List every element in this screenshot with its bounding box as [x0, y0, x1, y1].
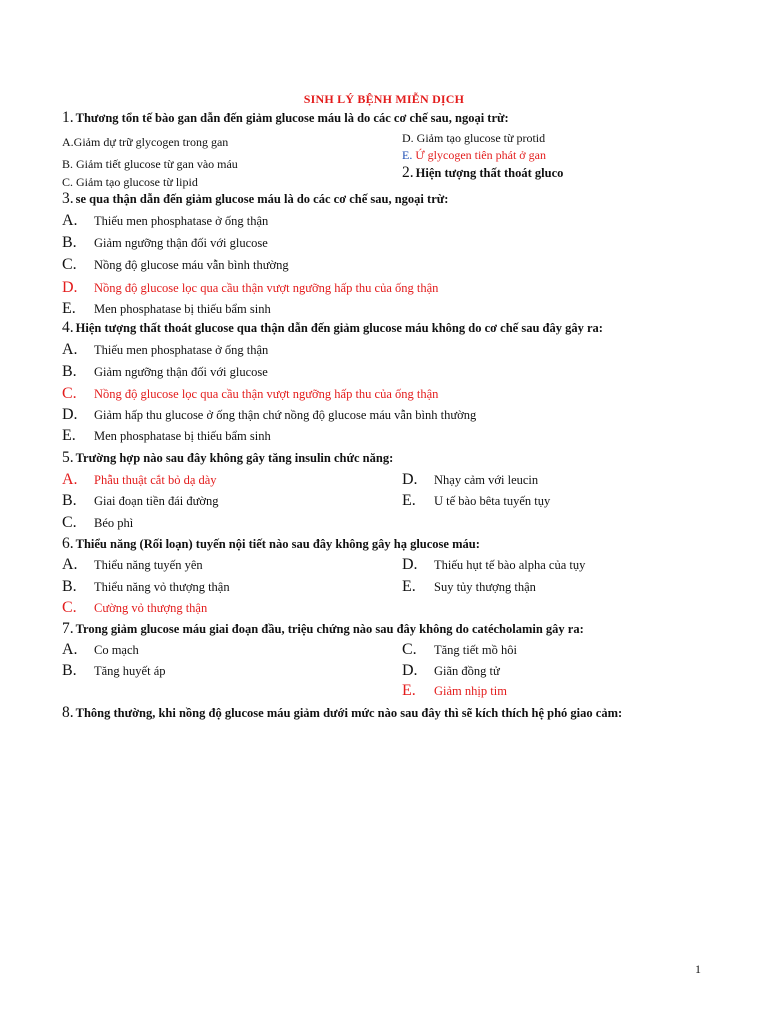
q5-option-a: A. Phẫu thuật cắt bỏ dạ dày [62, 471, 217, 488]
q7-option-e: E. Giảm nhịp tim [402, 682, 507, 699]
page-title: SINH LÝ BỆNH MIỄN DỊCH [303, 92, 465, 106]
question-5 [62, 450, 393, 466]
q6-option-c: C. Cường vỏ thượng thận [62, 599, 208, 616]
q4-option-d: D. Giảm hấp thu glucose ở ống thận chứ nồng độ glucose máu vẫn bình thường [62, 406, 477, 423]
question-number: 3. [62, 190, 74, 207]
question-text: Hiện tượng thất thoát gluco [415, 166, 564, 180]
question-text: Trường hợp nào sau đây không gây tăng insulin chức năng: [75, 451, 394, 465]
question-7 [62, 621, 584, 637]
question-3 [62, 191, 448, 207]
question-1 [62, 110, 509, 126]
q1-option-b: B. Giảm tiết glucose từ gan vào máu [62, 157, 238, 171]
q1-option-e [402, 147, 546, 163]
q7-option-a: A. Co mạch [62, 641, 139, 658]
q4-option-b: B. Giảm ngưỡng thận đối với glucose [62, 363, 268, 380]
q1-option-c: C. Giảm tạo glucose từ lipid [62, 175, 198, 189]
question-2 [402, 165, 563, 181]
q5-option-e: E. U tế bào bêta tuyến tụy [402, 492, 551, 509]
question-number: 1. [62, 109, 74, 126]
q6-option-e: E. Suy tủy thượng thận [402, 578, 536, 595]
question-text: Hiện tượng thất thoát glucose qua thận dẫn đến giảm glucose máu không do cơ chế sau đây gây ra: [75, 321, 603, 335]
question-number: 7. [62, 620, 74, 637]
question-8 [62, 705, 622, 721]
page-number: 1 [695, 962, 701, 976]
q6-option-b: B. Thiểu năng vỏ thượng thận [62, 578, 230, 595]
q5-option-b: B. Giai đoạn tiền đái đường [62, 492, 219, 509]
q5-option-c: C. Béo phì [62, 514, 134, 531]
q4-option-c: C. Nồng độ glucose lọc qua cầu thận vượt ngưỡng hấp thu của ống thận [62, 385, 439, 402]
question-6 [62, 536, 480, 552]
q6-option-d: D. Thiếu hụt tế bào alpha của tụy [402, 556, 586, 573]
q3-option-c: C. Nồng độ glucose máu vẫn bình thường [62, 256, 289, 273]
question-4 [62, 320, 603, 336]
q3-option-b: B. Giảm ngưỡng thận đối với glucose [62, 234, 268, 251]
q4-option-e: E. Men phosphatase bị thiếu bẩm sinh [62, 427, 271, 444]
q5-option-d: D. Nhạy cảm với leucin [402, 471, 539, 488]
q3-option-a: A. Thiếu men phosphatase ở ống thận [62, 212, 269, 229]
question-number: 4. [62, 319, 74, 336]
q4-option-a: A. Thiếu men phosphatase ở ống thận [62, 341, 269, 358]
question-number: 2. [402, 164, 414, 181]
option-text: Ứ glycogen tiên phát ở gan [415, 148, 546, 162]
question-number: 5. [62, 449, 74, 466]
q6-option-a: A. Thiểu năng tuyến yên [62, 556, 203, 573]
q3-option-e: E. Men phosphatase bị thiếu bẩm sinh [62, 300, 271, 317]
q3-option-d: D. Nồng độ glucose lọc qua cầu thận vượt ngưỡng hấp thu của ống thận [62, 279, 439, 296]
q7-option-d: D. Giãn đồng tử [402, 662, 500, 679]
option-label: E. [402, 148, 413, 162]
q1-option-d: D. Giảm tạo glucose từ protid [402, 131, 546, 145]
question-text: Thông thường, khi nồng độ glucose máu giảm dưới mức nào sau đây thì sẽ kích thích hệ phó giao cảm: [75, 706, 623, 720]
question-text: Thiểu năng (Rối loạn) tuyến nội tiết nào sau đây không gây hạ glucose máu: [75, 537, 480, 551]
question-number: 8. [62, 704, 74, 721]
q7-option-b: B. Tăng huyết áp [62, 662, 166, 679]
q1-option-a: A.Giảm dự trữ glycogen trong gan [62, 135, 229, 149]
question-text: Thương tổn tế bào gan dẫn đến giảm glucose máu là do các cơ chế sau, ngoại trừ: [75, 111, 509, 125]
question-text: se qua thận dẫn đến giảm glucose máu là do các cơ chế sau, ngoại trừ: [75, 192, 449, 206]
q7-option-c: C. Tăng tiết mồ hôi [402, 641, 517, 658]
question-text: Trong giảm glucose máu giai đoạn đầu, triệu chứng nào sau đây không do catécholamin gây ra: [75, 622, 584, 636]
question-number: 6. [62, 535, 74, 552]
